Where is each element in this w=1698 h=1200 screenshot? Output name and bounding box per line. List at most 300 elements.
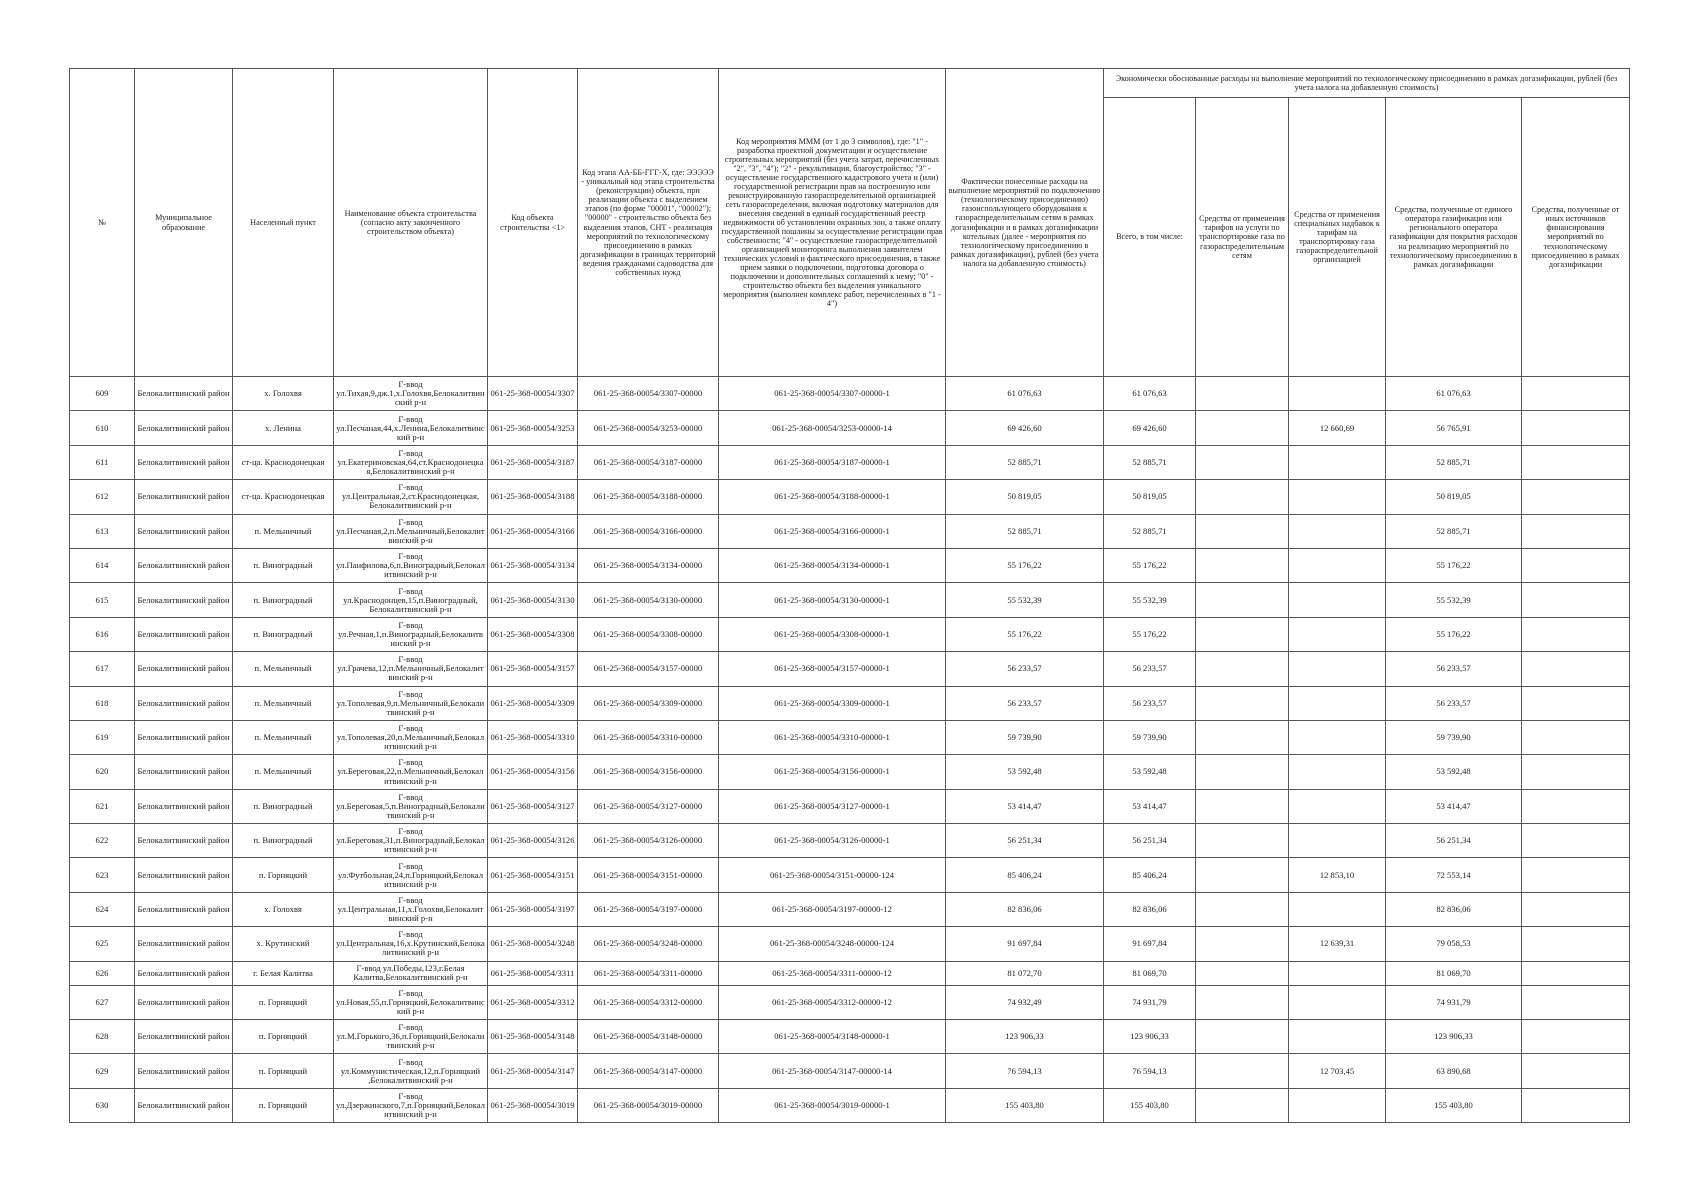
cell-object-name: Г-ввод ул.Грачева,12,п.Мельничный,Белокалитвинский р-н xyxy=(334,652,488,686)
cell-tariff xyxy=(1196,548,1289,582)
cell-event-code: 061-25-368-00054/3307-00000-1 xyxy=(719,377,946,411)
cell-municipality: Белокалитвинский район xyxy=(135,1054,233,1088)
cell-operator: 56 251,34 xyxy=(1386,824,1522,858)
table-row xyxy=(70,514,1630,548)
cell-other xyxy=(1522,480,1630,514)
cell-surcharge xyxy=(1289,652,1386,686)
cell-locality: ст-ца. Краснодонецкая xyxy=(233,445,334,479)
cell-tariff xyxy=(1196,789,1289,823)
cell-municipality: Белокалитвинский район xyxy=(135,720,233,754)
cell-municipality: Белокалитвинский район xyxy=(135,961,233,985)
cell-object-code: 061-25-368-00054/3151 xyxy=(488,858,578,892)
cell-other xyxy=(1522,514,1630,548)
table-row xyxy=(70,377,1630,411)
cell-object-name: Г-ввод ул.Центральная,2,ст.Краснодонецкая, Белокалитвинский р-н xyxy=(334,480,488,514)
cell-surcharge xyxy=(1289,720,1386,754)
cell-locality: п. Мельничный xyxy=(233,755,334,789)
cell-stage-code: 061-25-368-00054/3126-00000 xyxy=(578,824,719,858)
cell-total: 155 403,80 xyxy=(1104,1088,1196,1122)
cell-actual-costs: 59 739,90 xyxy=(946,720,1104,754)
cell-surcharge xyxy=(1289,961,1386,985)
cell-actual-costs: 61 076,63 xyxy=(946,377,1104,411)
cell-tariff xyxy=(1196,824,1289,858)
cell-event-code: 061-25-368-00054/3156-00000-1 xyxy=(719,755,946,789)
header-stage-code: Код этапа АА-ББ-ГГГ-Х, где: ЭЭЭЭЭ - уникальный код этапа строительства (реконструкции) объекта, при реализации объекта с выделением этапов (по форме "00001", "00002"); "00000" - строительство объекта без выделения этапов, СНТ - реализация мероприятий по технологическому присоединению в рамках догазификации в границах территорий ведения гражданами садоводства для собственных нужд xyxy=(578,69,719,377)
cell-object-name: Г-ввод ул.Береговая,5,п.Виноградный,Белокалитвинский р-н xyxy=(334,789,488,823)
cell-tariff xyxy=(1196,617,1289,651)
cell-stage-code: 061-25-368-00054/3310-00000 xyxy=(578,720,719,754)
cell-municipality: Белокалитвинский район xyxy=(135,617,233,651)
cell-locality: п. Виноградный xyxy=(233,789,334,823)
cell-municipality: Белокалитвинский район xyxy=(135,377,233,411)
cell-total: 53 592,48 xyxy=(1104,755,1196,789)
cell-num: 618 xyxy=(70,686,135,720)
cell-other xyxy=(1522,411,1630,445)
cell-tariff xyxy=(1196,961,1289,985)
cell-surcharge xyxy=(1289,617,1386,651)
cell-operator: 56 765,91 xyxy=(1386,411,1522,445)
cell-locality: х. Крутинский xyxy=(233,927,334,961)
cell-object-code: 061-25-368-00054/3311 xyxy=(488,961,578,985)
cell-locality: п. Мельничный xyxy=(233,652,334,686)
cell-num: 624 xyxy=(70,892,135,926)
cell-total: 52 885,71 xyxy=(1104,445,1196,479)
cell-stage-code: 061-25-368-00054/3311-00000 xyxy=(578,961,719,985)
table-row xyxy=(70,985,1630,1019)
cell-num: 628 xyxy=(70,1020,135,1054)
cell-locality: г. Белая Калитва xyxy=(233,961,334,985)
cell-other xyxy=(1522,548,1630,582)
header-actual-costs: Фактически понесенные расходы на выполнение мероприятий по подключению (технологическому присоединению) газоиспользующего оборудования к газораспределительным сетям в рамках догазификации и в рамках догазификации котельных (далее - мероприятия по технологическому присоединению в рамках догазификации), рублей (без учета налога на добавленную стоимость) xyxy=(946,69,1104,377)
cell-stage-code: 061-25-368-00054/3248-00000 xyxy=(578,927,719,961)
cell-actual-costs: 76 594,13 xyxy=(946,1054,1104,1088)
cell-object-name: Г-ввод ул.Речная,1,п.Виноградный,Белокалитвинский р-н xyxy=(334,617,488,651)
cell-locality: п. Горняцкий xyxy=(233,1054,334,1088)
cell-object-name: Г-ввод ул.Береговая,22,п.Мельничный,Белокалитвинский р-н xyxy=(334,755,488,789)
table-body xyxy=(70,377,1630,1123)
cell-locality: п. Мельничный xyxy=(233,686,334,720)
cell-total: 61 076,63 xyxy=(1104,377,1196,411)
table-row xyxy=(70,617,1630,651)
table-row xyxy=(70,720,1630,754)
header-econ-group: Экономически обоснованные расходы на выполнение мероприятий по технологическому присоединению в рамках догазификации, рублей (без учета налога на добавленную стоимость) xyxy=(1104,69,1630,98)
cell-total: 74 931,79 xyxy=(1104,985,1196,1019)
header-surcharge: Средства от применения специальных надбавок к тарифам на транспортировку газа газораспределительной организацией xyxy=(1289,98,1386,377)
cell-total: 50 819,05 xyxy=(1104,480,1196,514)
cell-total: 56 251,34 xyxy=(1104,824,1196,858)
cell-actual-costs: 56 233,57 xyxy=(946,686,1104,720)
cell-num: 629 xyxy=(70,1054,135,1088)
cell-municipality: Белокалитвинский район xyxy=(135,480,233,514)
cell-tariff xyxy=(1196,755,1289,789)
table-row xyxy=(70,411,1630,445)
cell-total: 55 176,22 xyxy=(1104,548,1196,582)
cell-locality: п. Виноградный xyxy=(233,548,334,582)
cell-other xyxy=(1522,961,1630,985)
cell-event-code: 061-25-368-00054/3188-00000-1 xyxy=(719,480,946,514)
cell-tariff xyxy=(1196,445,1289,479)
cell-event-code: 061-25-368-00054/3130-00000-1 xyxy=(719,583,946,617)
cell-event-code: 061-25-368-00054/3019-00000-1 xyxy=(719,1088,946,1122)
cell-object-name: Г-ввод ул.Дзержинского,7,п.Горняцкий,Белокалитвинский р-н xyxy=(334,1088,488,1122)
cell-other xyxy=(1522,377,1630,411)
cell-actual-costs: 69 426,60 xyxy=(946,411,1104,445)
header-tariff: Средства от применения тарифов на услуги по транспортировке газа по газораспределительным сетям xyxy=(1196,98,1289,377)
cell-locality: п. Виноградный xyxy=(233,617,334,651)
table-row xyxy=(70,755,1630,789)
cell-event-code: 061-25-368-00054/3311-00000-12 xyxy=(719,961,946,985)
cell-total: 59 739,90 xyxy=(1104,720,1196,754)
cell-object-code: 061-25-368-00054/3127 xyxy=(488,789,578,823)
table-row xyxy=(70,858,1630,892)
header-operator: Средства, полученные от единого оператора газификации или регионального оператора газификации для покрытия расходов на реализацию мероприятий по технологическому присоединению в рамках догазификации xyxy=(1386,98,1522,377)
cell-num: 610 xyxy=(70,411,135,445)
cell-object-name: Г-ввод ул.Футбольная,24,п.Горняцкий,Белокалитвинский р-н xyxy=(334,858,488,892)
header-num: № xyxy=(70,69,135,377)
cell-num: 620 xyxy=(70,755,135,789)
cell-tariff xyxy=(1196,720,1289,754)
cell-tariff xyxy=(1196,1020,1289,1054)
cell-num: 609 xyxy=(70,377,135,411)
cell-operator: 55 176,22 xyxy=(1386,548,1522,582)
cell-surcharge: 12 660,69 xyxy=(1289,411,1386,445)
cell-operator: 50 819,05 xyxy=(1386,480,1522,514)
cell-municipality: Белокалитвинский район xyxy=(135,927,233,961)
cell-object-name: Г-ввод ул.Центральная,16,х.Крутинский,Белокалитвинский р-н xyxy=(334,927,488,961)
table-row xyxy=(70,652,1630,686)
cell-stage-code: 061-25-368-00054/3197-00000 xyxy=(578,892,719,926)
cell-locality: п. Мельничный xyxy=(233,514,334,548)
cell-actual-costs: 50 819,05 xyxy=(946,480,1104,514)
cell-other xyxy=(1522,617,1630,651)
cell-object-code: 061-25-368-00054/3157 xyxy=(488,652,578,686)
cell-locality: х. Голохвя xyxy=(233,377,334,411)
cell-surcharge xyxy=(1289,548,1386,582)
cell-num: 625 xyxy=(70,927,135,961)
cell-object-code: 061-25-368-00054/3126 xyxy=(488,824,578,858)
table-row xyxy=(70,686,1630,720)
cell-object-name: Г-ввод ул.Тихая,9,дж.1,х.Голохвя,Белокалитвинский р-н xyxy=(334,377,488,411)
cell-tariff xyxy=(1196,583,1289,617)
cell-municipality: Белокалитвинский район xyxy=(135,548,233,582)
cell-object-code: 061-25-368-00054/3187 xyxy=(488,445,578,479)
cell-stage-code: 061-25-368-00054/3134-00000 xyxy=(578,548,719,582)
cell-operator: 123 906,33 xyxy=(1386,1020,1522,1054)
cell-stage-code: 061-25-368-00054/3166-00000 xyxy=(578,514,719,548)
cell-event-code: 061-25-368-00054/3166-00000-1 xyxy=(719,514,946,548)
cell-municipality: Белокалитвинский район xyxy=(135,985,233,1019)
cell-object-name: Г-ввод ул.Новая,55,п.Горняцкий,Белокалитвинский р-н xyxy=(334,985,488,1019)
table-row xyxy=(70,1088,1630,1122)
cell-object-name: Г-ввод ул.Песчаная,2,п.Мельничный,Белокалитвинский р-н xyxy=(334,514,488,548)
cell-total: 56 233,57 xyxy=(1104,652,1196,686)
cell-other xyxy=(1522,927,1630,961)
cell-tariff xyxy=(1196,514,1289,548)
cell-municipality: Белокалитвинский район xyxy=(135,858,233,892)
cell-object-name: Г-ввод ул.Тополевая,20,п.Мельничный,Белокалитвинский р-н xyxy=(334,720,488,754)
cell-locality: п. Мельничный xyxy=(233,720,334,754)
cell-surcharge xyxy=(1289,583,1386,617)
cell-surcharge xyxy=(1289,824,1386,858)
cell-object-code: 061-25-368-00054/3307 xyxy=(488,377,578,411)
cell-object-code: 061-25-368-00054/3312 xyxy=(488,985,578,1019)
cell-actual-costs: 53 592,48 xyxy=(946,755,1104,789)
cell-event-code: 061-25-368-00054/3312-00000-12 xyxy=(719,985,946,1019)
cell-object-name: Г-ввод ул.Панфилова,6,п.Виноградный,Белокалитвинский р-н xyxy=(334,548,488,582)
cell-object-code: 061-25-368-00054/3147 xyxy=(488,1054,578,1088)
cell-other xyxy=(1522,652,1630,686)
cell-object-code: 061-25-368-00054/3197 xyxy=(488,892,578,926)
cell-object-name: Г-ввод ул.Центральная,11,х.Голохвя,Белокалитвинский р-н xyxy=(334,892,488,926)
cell-other xyxy=(1522,1020,1630,1054)
cell-event-code: 061-25-368-00054/3310-00000-1 xyxy=(719,720,946,754)
cell-num: 612 xyxy=(70,480,135,514)
cell-num: 615 xyxy=(70,583,135,617)
data-table xyxy=(69,68,1630,1123)
cell-surcharge xyxy=(1289,1088,1386,1122)
cell-event-code: 061-25-368-00054/3126-00000-1 xyxy=(719,824,946,858)
cell-total: 56 233,57 xyxy=(1104,686,1196,720)
cell-operator: 52 885,71 xyxy=(1386,445,1522,479)
cell-actual-costs: 123 906,33 xyxy=(946,1020,1104,1054)
cell-surcharge: 12 703,45 xyxy=(1289,1054,1386,1088)
table-row xyxy=(70,824,1630,858)
cell-other xyxy=(1522,1054,1630,1088)
cell-other xyxy=(1522,824,1630,858)
cell-surcharge xyxy=(1289,514,1386,548)
cell-num: 616 xyxy=(70,617,135,651)
cell-operator: 53 592,48 xyxy=(1386,755,1522,789)
cell-num: 627 xyxy=(70,985,135,1019)
table-row xyxy=(70,789,1630,823)
cell-event-code: 061-25-368-00054/3127-00000-1 xyxy=(719,789,946,823)
cell-tariff xyxy=(1196,858,1289,892)
cell-stage-code: 061-25-368-00054/3253-00000 xyxy=(578,411,719,445)
header-other: Средства, полученные от иных источников финансирования мероприятий по технологическому присоединению в рамках догазификации xyxy=(1522,98,1630,377)
cell-municipality: Белокалитвинский район xyxy=(135,686,233,720)
cell-tariff xyxy=(1196,985,1289,1019)
cell-municipality: Белокалитвинский район xyxy=(135,514,233,548)
cell-object-name: Г-ввод ул.Екатериновская,64,ст.Краснодонецкая,Белокалитвинский р-н xyxy=(334,445,488,479)
cell-surcharge xyxy=(1289,480,1386,514)
cell-tariff xyxy=(1196,480,1289,514)
cell-stage-code: 061-25-368-00054/3147-00000 xyxy=(578,1054,719,1088)
cell-actual-costs: 53 414,47 xyxy=(946,789,1104,823)
cell-object-name: Г-ввод ул.Песчаная,44,х.Ленина,Белокалитвинский р-н xyxy=(334,411,488,445)
cell-surcharge xyxy=(1289,445,1386,479)
cell-total: 55 176,22 xyxy=(1104,617,1196,651)
cell-object-name: Г-ввод ул.Победы,123,г.Белая Калитва,Белокалитвинский р-н xyxy=(334,961,488,985)
cell-total: 82 836,06 xyxy=(1104,892,1196,926)
cell-surcharge xyxy=(1289,755,1386,789)
cell-locality: х. Голохвя xyxy=(233,892,334,926)
cell-total: 85 406,24 xyxy=(1104,858,1196,892)
cell-object-name: Г-ввод ул.М.Горького,36,п.Горняцкий,Белокалитвинский р-н xyxy=(334,1020,488,1054)
cell-actual-costs: 52 885,71 xyxy=(946,445,1104,479)
cell-actual-costs: 155 403,80 xyxy=(946,1088,1104,1122)
cell-surcharge xyxy=(1289,985,1386,1019)
table-row xyxy=(70,548,1630,582)
cell-tariff xyxy=(1196,411,1289,445)
cell-event-code: 061-25-368-00054/3187-00000-1 xyxy=(719,445,946,479)
cell-municipality: Белокалитвинский район xyxy=(135,892,233,926)
cell-municipality: Белокалитвинский район xyxy=(135,445,233,479)
cell-total: 69 426,60 xyxy=(1104,411,1196,445)
cell-tariff xyxy=(1196,686,1289,720)
cell-object-name: Г-ввод ул.Краснодонцев,15,п.Виноградный, Белокалитвинский р-н xyxy=(334,583,488,617)
cell-other xyxy=(1522,445,1630,479)
cell-num: 622 xyxy=(70,824,135,858)
cell-stage-code: 061-25-368-00054/3127-00000 xyxy=(578,789,719,823)
cell-num: 613 xyxy=(70,514,135,548)
cell-municipality: Белокалитвинский район xyxy=(135,789,233,823)
cell-operator: 53 414,47 xyxy=(1386,789,1522,823)
cell-actual-costs: 55 176,22 xyxy=(946,548,1104,582)
cell-municipality: Белокалитвинский район xyxy=(135,824,233,858)
cell-num: 619 xyxy=(70,720,135,754)
table-row xyxy=(70,1020,1630,1054)
cell-surcharge: 12 853,10 xyxy=(1289,858,1386,892)
header-total: Всего, в том числе: xyxy=(1104,98,1196,377)
cell-total: 91 697,84 xyxy=(1104,927,1196,961)
cell-num: 630 xyxy=(70,1088,135,1122)
table-row xyxy=(70,445,1630,479)
cell-stage-code: 061-25-368-00054/3188-00000 xyxy=(578,480,719,514)
cell-operator: 56 233,57 xyxy=(1386,686,1522,720)
cell-locality: п. Виноградный xyxy=(233,583,334,617)
cell-stage-code: 061-25-368-00054/3156-00000 xyxy=(578,755,719,789)
cell-num: 623 xyxy=(70,858,135,892)
cell-operator: 52 885,71 xyxy=(1386,514,1522,548)
cell-municipality: Белокалитвинский район xyxy=(135,1020,233,1054)
header-object-code: Код объекта строительства <1> xyxy=(488,69,578,377)
cell-actual-costs: 82 836,06 xyxy=(946,892,1104,926)
cell-operator: 63 890,68 xyxy=(1386,1054,1522,1088)
cell-event-code: 061-25-368-00054/3309-00000-1 xyxy=(719,686,946,720)
cell-total: 52 885,71 xyxy=(1104,514,1196,548)
table-row xyxy=(70,892,1630,926)
cell-total: 53 414,47 xyxy=(1104,789,1196,823)
cell-object-code: 061-25-368-00054/3308 xyxy=(488,617,578,651)
header-locality: Населенный пункт xyxy=(233,69,334,377)
cell-other xyxy=(1522,1088,1630,1122)
cell-object-code: 061-25-368-00054/3156 xyxy=(488,755,578,789)
cell-other xyxy=(1522,789,1630,823)
cell-stage-code: 061-25-368-00054/3157-00000 xyxy=(578,652,719,686)
cell-stage-code: 061-25-368-00054/3309-00000 xyxy=(578,686,719,720)
cell-locality: п. Горняцкий xyxy=(233,1020,334,1054)
header-municipality: Муниципальное образование xyxy=(135,69,233,377)
cell-num: 626 xyxy=(70,961,135,985)
cell-total: 81 069,70 xyxy=(1104,961,1196,985)
cell-municipality: Белокалитвинский район xyxy=(135,583,233,617)
cell-actual-costs: 55 176,22 xyxy=(946,617,1104,651)
cell-object-code: 061-25-368-00054/3134 xyxy=(488,548,578,582)
cell-locality: п. Горняцкий xyxy=(233,1088,334,1122)
cell-object-name: Г-ввод ул.Береговая,31,п.Виноградный,Белокалитвинский р-н xyxy=(334,824,488,858)
cell-actual-costs: 85 406,24 xyxy=(946,858,1104,892)
table-row xyxy=(70,1054,1630,1088)
cell-operator: 82 836,06 xyxy=(1386,892,1522,926)
cell-actual-costs: 55 532,39 xyxy=(946,583,1104,617)
cell-surcharge xyxy=(1289,686,1386,720)
table-row xyxy=(70,583,1630,617)
cell-other xyxy=(1522,892,1630,926)
table-row xyxy=(70,927,1630,961)
cell-other xyxy=(1522,686,1630,720)
cell-object-name: Г-ввод ул.Коммунистическая,12,п.Горняцкий ,Белокалитвинский р-н xyxy=(334,1054,488,1088)
cell-operator: 81 069,70 xyxy=(1386,961,1522,985)
cell-object-code: 061-25-368-00054/3248 xyxy=(488,927,578,961)
cell-num: 621 xyxy=(70,789,135,823)
cell-surcharge xyxy=(1289,892,1386,926)
cell-object-code: 061-25-368-00054/3253 xyxy=(488,411,578,445)
cell-event-code: 061-25-368-00054/3248-00000-124 xyxy=(719,927,946,961)
cell-object-name: Г-ввод ул.Тополевая,9,п.Мельничный,Белокалитвинский р-н xyxy=(334,686,488,720)
cell-locality: п. Виноградный xyxy=(233,824,334,858)
cell-operator: 55 532,39 xyxy=(1386,583,1522,617)
cell-actual-costs: 91 697,84 xyxy=(946,927,1104,961)
cell-municipality: Белокалитвинский район xyxy=(135,755,233,789)
cell-actual-costs: 74 932,49 xyxy=(946,985,1104,1019)
cell-actual-costs: 81 072,70 xyxy=(946,961,1104,985)
header-event-code: Код мероприятия МММ (от 1 до 3 символов), где: "1" - разработка проектной документации и осуществление строительных мероприятий (без учета затрат, перечисленных "2", "3", "4"); "2" - рекультивация, благоустройство; "3" - осуществление государственного кадастрового учета и (или) государственной регистрации прав на построенную или реконструированную газораспределительной организацией сеть газораспределения, включая подготовку материалов для внесения сведений в единый государственный реестр недвижимости об установлении охранных зон, а также оплату государственной пошлины за осуществление регистрации прав собственности; "4" - осуществление газораспределительной организацией мониторинга выполнения заявителем технических условий и фактического присоединения, в также прием заявки о подключении, подготовка договора о подключении и дополнительных соглашений к нему; "0" - строительство объекта без выделения уникального мероприятия (выполнен комплекс работ, перечисленных в "1 - 4") xyxy=(719,69,946,377)
cell-other xyxy=(1522,720,1630,754)
cell-stage-code: 061-25-368-00054/3307-00000 xyxy=(578,377,719,411)
cell-stage-code: 061-25-368-00054/3151-00000 xyxy=(578,858,719,892)
cell-object-code: 061-25-368-00054/3188 xyxy=(488,480,578,514)
cell-actual-costs: 56 233,57 xyxy=(946,652,1104,686)
cell-object-code: 061-25-368-00054/3148 xyxy=(488,1020,578,1054)
cell-stage-code: 061-25-368-00054/3187-00000 xyxy=(578,445,719,479)
cell-stage-code: 061-25-368-00054/3312-00000 xyxy=(578,985,719,1019)
cell-surcharge xyxy=(1289,377,1386,411)
cell-stage-code: 061-25-368-00054/3148-00000 xyxy=(578,1020,719,1054)
cell-municipality: Белокалитвинский район xyxy=(135,652,233,686)
cell-event-code: 061-25-368-00054/3148-00000-1 xyxy=(719,1020,946,1054)
cell-operator: 155 403,80 xyxy=(1386,1088,1522,1122)
cell-object-code: 061-25-368-00054/3019 xyxy=(488,1088,578,1122)
header-object-name: Наименование объекта строительства (согласно акту законченного строительством объекта) xyxy=(334,69,488,377)
cell-actual-costs: 56 251,34 xyxy=(946,824,1104,858)
cell-other xyxy=(1522,985,1630,1019)
cell-object-code: 061-25-368-00054/3310 xyxy=(488,720,578,754)
table-row xyxy=(70,961,1630,985)
cell-object-code: 061-25-368-00054/3166 xyxy=(488,514,578,548)
cell-operator: 79 058,53 xyxy=(1386,927,1522,961)
cell-operator: 55 176,22 xyxy=(1386,617,1522,651)
cell-operator: 59 739,90 xyxy=(1386,720,1522,754)
cell-surcharge xyxy=(1289,1020,1386,1054)
cell-event-code: 061-25-368-00054/3308-00000-1 xyxy=(719,617,946,651)
cell-total: 123 906,33 xyxy=(1104,1020,1196,1054)
cell-locality: х. Ленина xyxy=(233,411,334,445)
cell-event-code: 061-25-368-00054/3134-00000-1 xyxy=(719,548,946,582)
cell-surcharge: 12 639,31 xyxy=(1289,927,1386,961)
cell-object-code: 061-25-368-00054/3130 xyxy=(488,583,578,617)
cell-total: 76 594,13 xyxy=(1104,1054,1196,1088)
cell-municipality: Белокалитвинский район xyxy=(135,1088,233,1122)
cell-actual-costs: 52 885,71 xyxy=(946,514,1104,548)
cell-tariff xyxy=(1196,927,1289,961)
cell-operator: 61 076,63 xyxy=(1386,377,1522,411)
cell-tariff xyxy=(1196,892,1289,926)
cell-tariff xyxy=(1196,1088,1289,1122)
cell-municipality: Белокалитвинский район xyxy=(135,411,233,445)
cell-other xyxy=(1522,755,1630,789)
cell-operator: 72 553,14 xyxy=(1386,858,1522,892)
cell-num: 617 xyxy=(70,652,135,686)
